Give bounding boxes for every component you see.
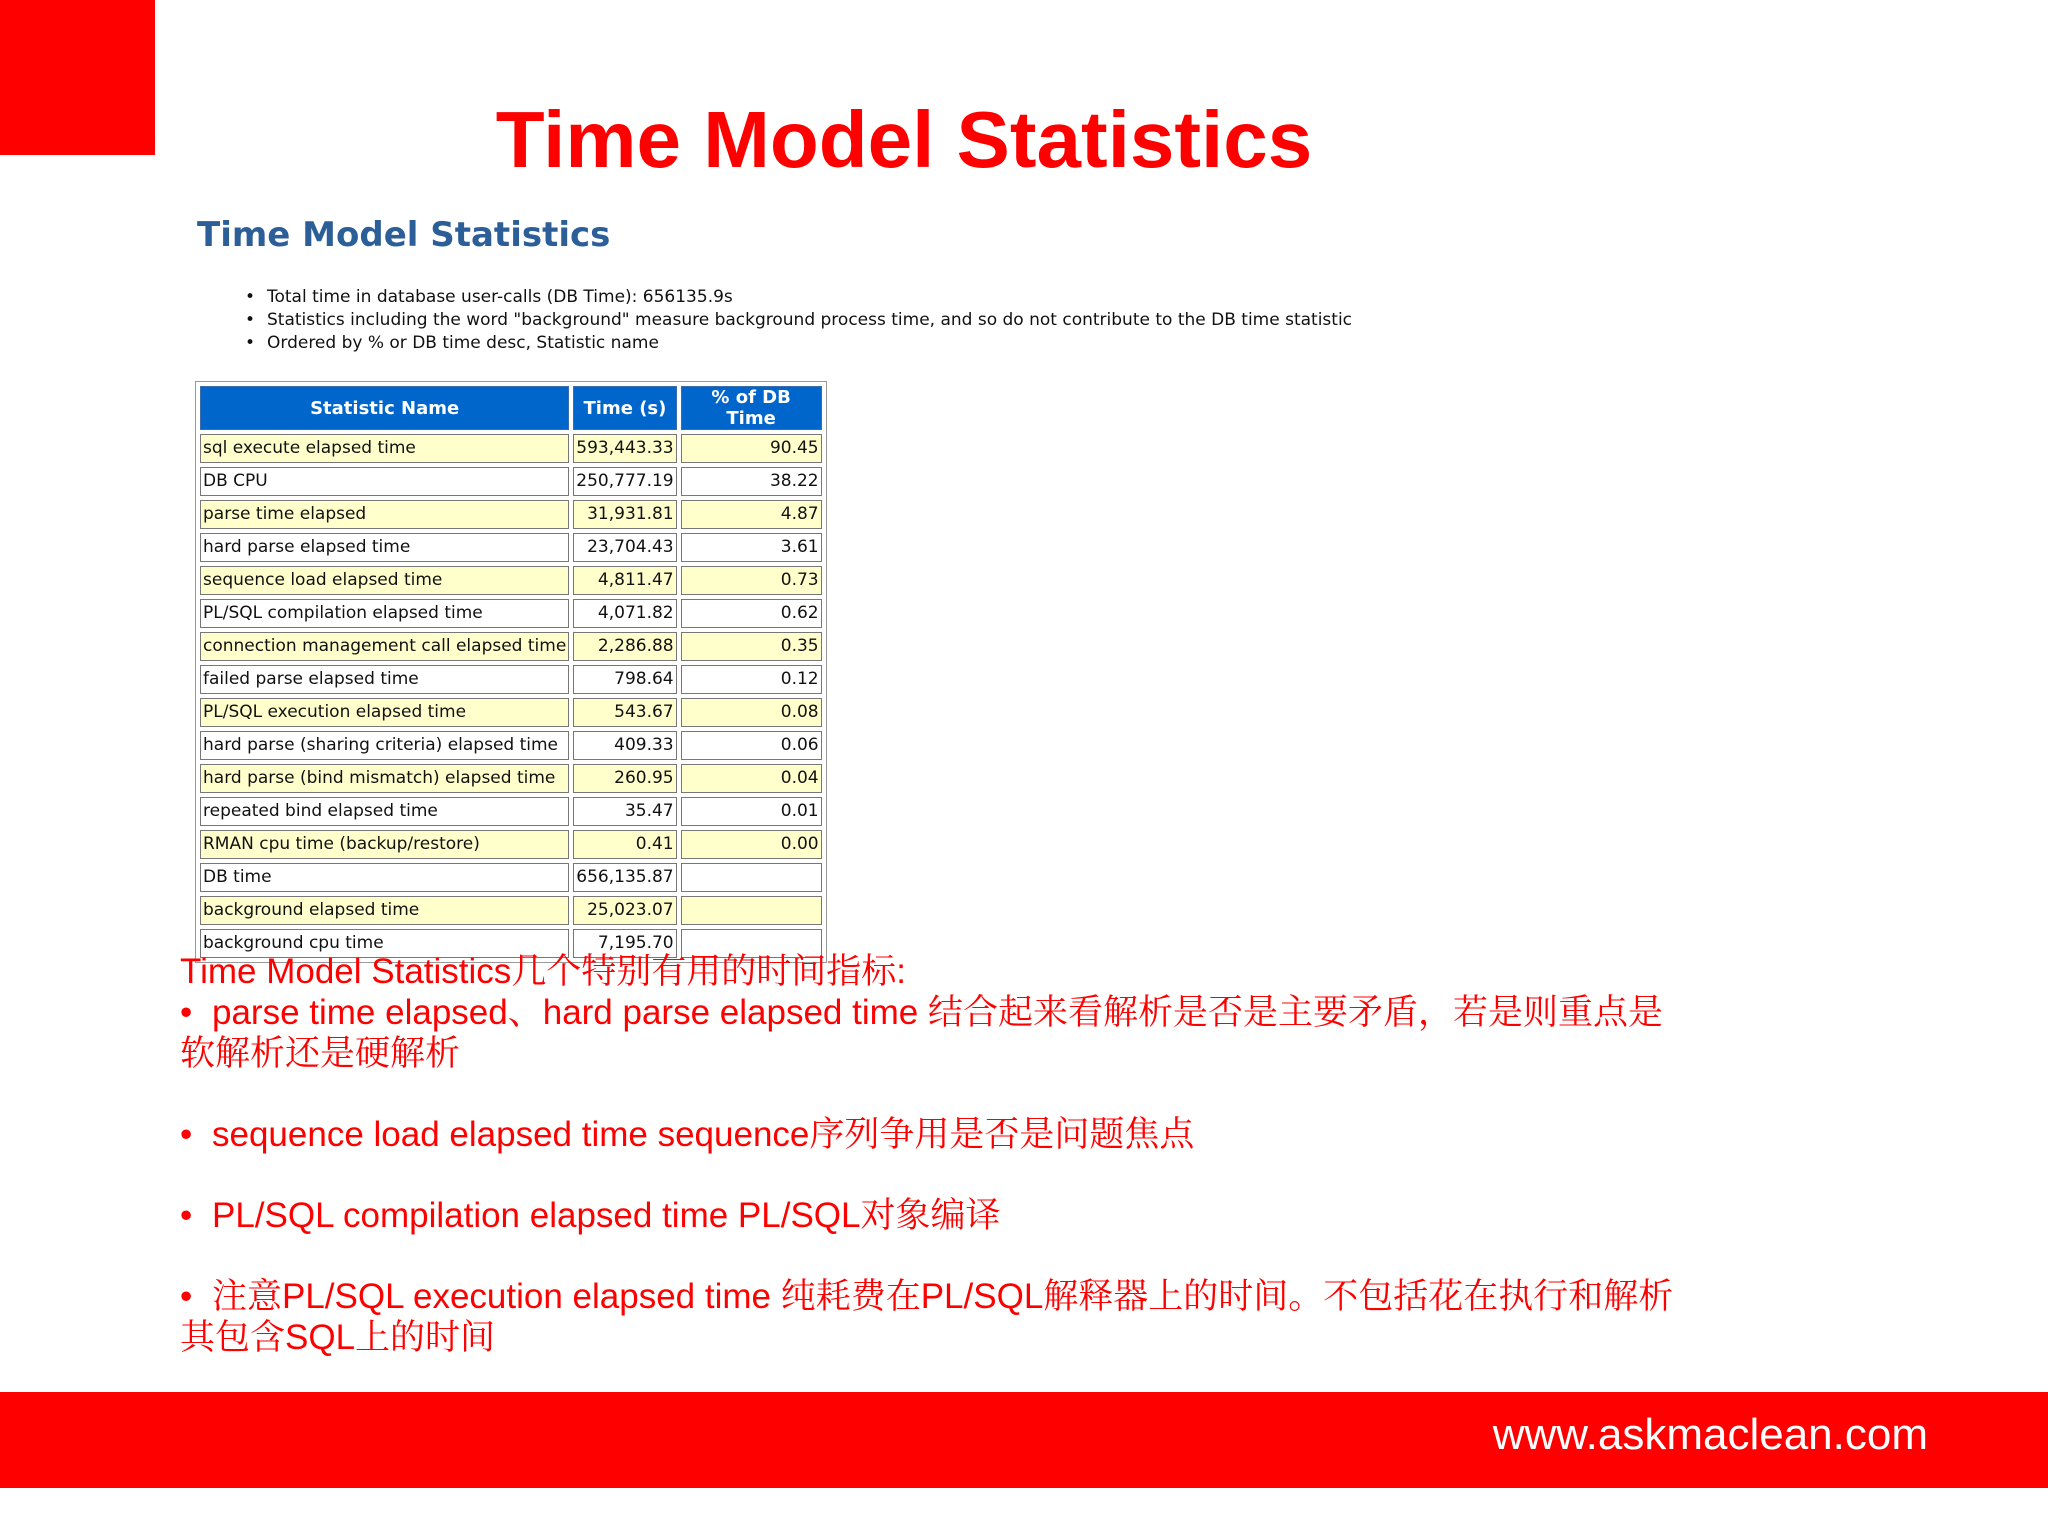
cell-time-seconds: 2,286.88	[573, 632, 676, 661]
report-note: • Statistics including the word "background" measure background process time, and so do not contribute to the DB time statistic	[245, 309, 1352, 332]
awr-report-screenshot	[160, 185, 1353, 953]
bullet-text-continued: 其包含SQL上的时间	[180, 1318, 496, 1357]
slide-title: Time Model Statistics	[495, 95, 1313, 184]
cell-time-seconds: 250,777.19	[573, 467, 676, 496]
cell-statistic-name: background elapsed time	[200, 896, 569, 925]
table-row	[200, 665, 822, 694]
cell-statistic-name: background cpu time	[200, 929, 569, 958]
cell-statistic-name: hard parse elapsed time	[200, 533, 569, 562]
cell-pct-db-time: 0.01	[681, 797, 822, 826]
footer-url: www.askmaclean.com	[1492, 1410, 1928, 1459]
cell-pct-db-time: 0.04	[681, 764, 822, 793]
report-title: Time Model Statistics	[197, 215, 611, 255]
cell-time-seconds: 260.95	[573, 764, 676, 793]
bullet-marker: •	[180, 1277, 193, 1316]
table-row	[200, 698, 822, 727]
cell-statistic-name: hard parse (sharing criteria) elapsed time	[200, 731, 569, 760]
cell-time-seconds: 25,023.07	[573, 896, 676, 925]
table-row	[200, 467, 822, 496]
header-statistic-name: Statistic Name	[200, 386, 569, 430]
cell-pct-db-time: 0.06	[681, 731, 822, 760]
commentary-bullet	[180, 1114, 1780, 1155]
table-row	[200, 434, 822, 463]
cell-statistic-name: repeated bind elapsed time	[200, 797, 569, 826]
cell-time-seconds: 0.41	[573, 830, 676, 859]
table-body	[200, 434, 822, 958]
table-row	[200, 863, 822, 892]
bullet-text: 注意PL/SQL execution elapsed time 纯耗费在PL/SQL解释器上的时间。不包括花在执行和解析	[212, 1277, 1674, 1316]
commentary-bullet	[180, 1276, 1780, 1358]
cell-pct-db-time: 0.00	[681, 830, 822, 859]
bullet-text-continued: 软解析还是硬解析	[180, 1034, 461, 1073]
table-row	[200, 896, 822, 925]
time-model-table	[195, 381, 827, 963]
cell-statistic-name: PL/SQL execution elapsed time	[200, 698, 569, 727]
report-note: • Total time in database user-calls (DB Time): 656135.9s	[245, 286, 1352, 309]
table-row	[200, 566, 822, 595]
cell-pct-db-time: 4.87	[681, 500, 822, 529]
cell-statistic-name: failed parse elapsed time	[200, 665, 569, 694]
bullet-text: sequence load elapsed time sequence序列争用是否是问题焦点	[212, 1115, 1195, 1154]
cell-pct-db-time	[681, 896, 822, 925]
table-row	[200, 830, 822, 859]
cell-time-seconds: 543.67	[573, 698, 676, 727]
footer-bar	[0, 1392, 2048, 1488]
bullet-marker: •	[180, 1115, 193, 1154]
cell-statistic-name: RMAN cpu time (backup/restore)	[200, 830, 569, 859]
table-row	[200, 533, 822, 562]
table-row	[200, 797, 822, 826]
cell-time-seconds: 7,195.70	[573, 929, 676, 958]
cell-statistic-name: DB CPU	[200, 467, 569, 496]
cell-statistic-name: parse time elapsed	[200, 500, 569, 529]
cell-statistic-name: sql execute elapsed time	[200, 434, 569, 463]
cell-statistic-name: PL/SQL compilation elapsed time	[200, 599, 569, 628]
cell-time-seconds: 4,811.47	[573, 566, 676, 595]
bullet-text: PL/SQL compilation elapsed time PL/SQL对象编译	[212, 1196, 1001, 1235]
report-note: • Ordered by % or DB time desc, Statistic name	[245, 332, 1352, 355]
cell-statistic-name: connection management call elapsed time	[200, 632, 569, 661]
cell-pct-db-time: 0.35	[681, 632, 822, 661]
table-header-row	[200, 386, 822, 430]
table-row	[200, 731, 822, 760]
table-row	[200, 764, 822, 793]
cell-pct-db-time: 0.12	[681, 665, 822, 694]
cell-pct-db-time	[681, 863, 822, 892]
cell-pct-db-time: 0.73	[681, 566, 822, 595]
commentary-bullet	[180, 992, 1780, 1074]
table-row	[200, 632, 822, 661]
cell-time-seconds: 798.64	[573, 665, 676, 694]
bullet-marker: •	[180, 1196, 193, 1235]
cell-pct-db-time: 3.61	[681, 533, 822, 562]
table-row	[200, 500, 822, 529]
cell-time-seconds: 23,704.43	[573, 533, 676, 562]
cell-time-seconds: 35.47	[573, 797, 676, 826]
cell-statistic-name: sequence load elapsed time	[200, 566, 569, 595]
cell-time-seconds: 593,443.33	[573, 434, 676, 463]
cell-pct-db-time: 38.22	[681, 467, 822, 496]
cell-time-seconds: 656,135.87	[573, 863, 676, 892]
cell-pct-db-time: 0.08	[681, 698, 822, 727]
commentary	[180, 951, 1780, 1358]
commentary-bullet	[180, 1195, 1780, 1236]
commentary-intro: Time Model Statistics几个特别有用的时间指标:	[180, 952, 907, 991]
bullet-text: parse time elapsed、hard parse elapsed time 结合起来看解析是否是主要矛盾，若是则重点是	[212, 993, 1663, 1032]
cell-statistic-name: hard parse (bind mismatch) elapsed time	[200, 764, 569, 793]
table-row	[200, 599, 822, 628]
cell-time-seconds: 409.33	[573, 731, 676, 760]
cell-pct-db-time: 90.45	[681, 434, 822, 463]
cell-pct-db-time: 0.62	[681, 599, 822, 628]
bullet-marker: •	[180, 993, 193, 1032]
cell-time-seconds: 4,071.82	[573, 599, 676, 628]
report-notes	[245, 286, 1352, 355]
cell-statistic-name: DB time	[200, 863, 569, 892]
header-time: Time (s)	[573, 386, 676, 430]
cell-time-seconds: 31,931.81	[573, 500, 676, 529]
header-pct-db-time: % of DB Time	[681, 386, 822, 430]
